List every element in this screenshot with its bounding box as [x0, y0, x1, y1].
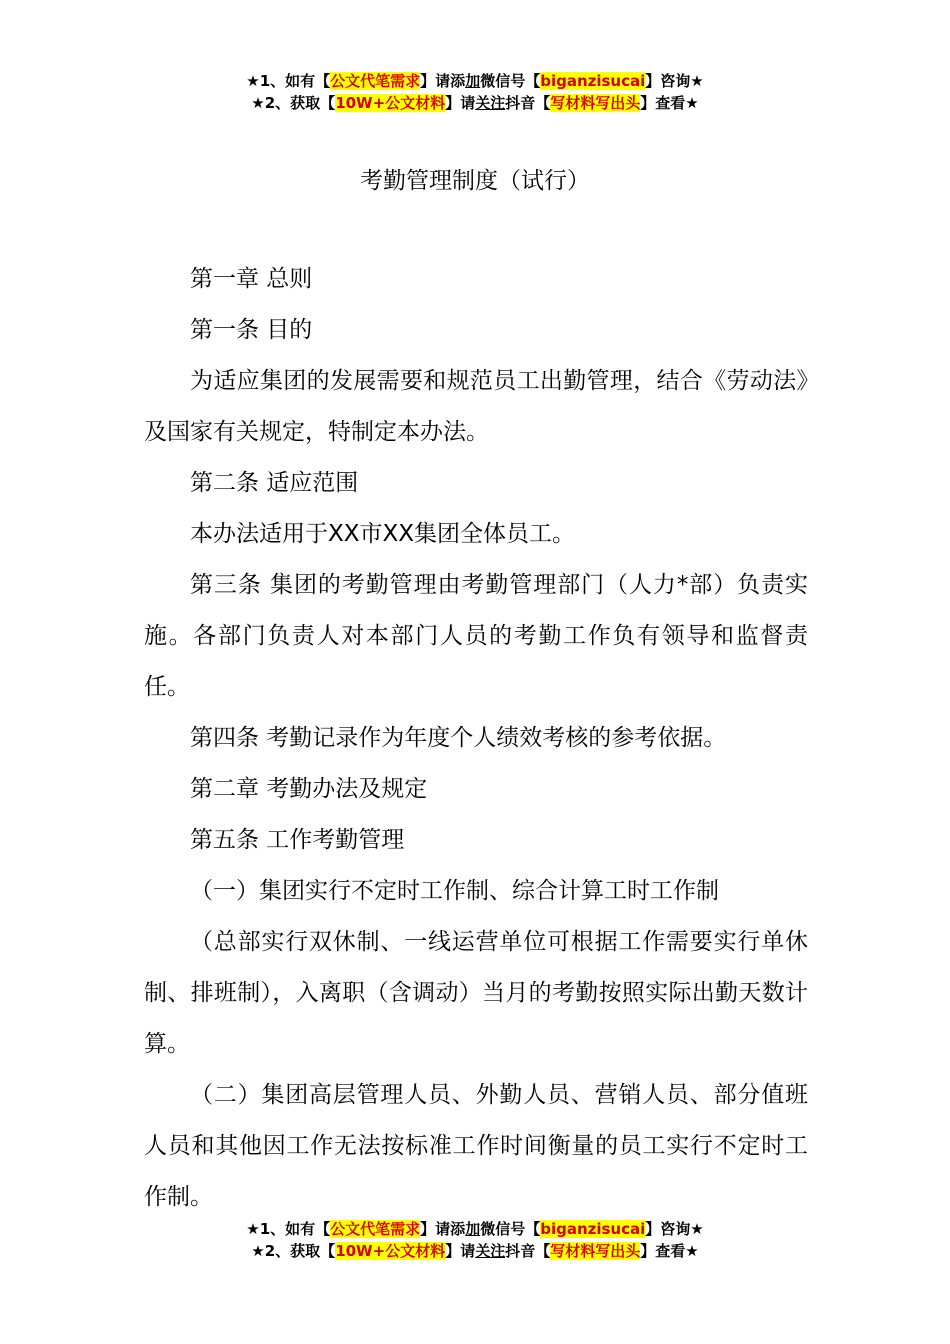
banner-text: 】查看★	[640, 1242, 699, 1260]
banner-text: ★1、如有【	[246, 72, 331, 90]
banner-text: 】请	[445, 1242, 476, 1260]
banner-text: ★2、获取【	[251, 94, 336, 112]
banner-text: 】咨询★	[645, 1220, 704, 1238]
banner-text: 】请	[445, 94, 476, 112]
article-heading: 第二条 适应范围	[190, 470, 359, 496]
banner-line-1	[0, 1218, 950, 1240]
article-heading: 第五条 工作考勤管理	[190, 827, 405, 853]
document-title: 考勤管理制度（试行）	[360, 168, 590, 194]
banner-underline: 关注	[475, 1242, 506, 1260]
paragraph: 为适应集团的发展需要和规范员工出勤管理，结合《劳动法》及国家有关规定，特制定本办法。	[144, 368, 808, 445]
banner-highlight: biganzisucai	[540, 72, 646, 90]
banner-underline: 加	[465, 72, 481, 90]
paragraph: （总部实行双休制、一线运营单位可根据工作需要实行单休制、排班制），入离职（含调动）当月的考勤按照实际出勤天数计算。	[144, 929, 808, 1057]
banner-text: ★1、如有【	[246, 1220, 331, 1238]
paragraph: 第三条 集团的考勤管理由考勤管理部门（人力*部）负责实施。各部门负责人对本部门人员的考勤工作负有领导和监督责任。	[144, 572, 808, 700]
document-body	[144, 254, 808, 1223]
banner-underline: 关注	[475, 94, 506, 112]
banner-line-2	[0, 1240, 950, 1262]
paragraph: （一）集团实行不定时工作制、综合计算工时工作制	[190, 878, 719, 904]
banner-highlight: 公文代笔需求	[330, 72, 421, 90]
banner-highlight: 写材料写出头	[550, 94, 641, 112]
paragraph: 第四条 考勤记录作为年度个人绩效考核的参考依据。	[190, 725, 727, 751]
chapter-heading: 第一章 总则	[190, 266, 313, 292]
banner-text: 】请添	[420, 72, 466, 90]
header-banner	[0, 70, 950, 114]
banner-text: 】请添	[420, 1220, 466, 1238]
banner-text: 抖音【	[505, 1242, 551, 1260]
banner-underline: 加	[465, 1220, 481, 1238]
banner-text: 】查看★	[640, 94, 699, 112]
footer-banner	[0, 1218, 950, 1262]
banner-text: 抖音【	[505, 94, 551, 112]
banner-highlight: 公文代笔需求	[330, 1220, 421, 1238]
chapter-heading: 第二章 考勤办法及规定	[190, 776, 428, 802]
banner-text: ★2、获取【	[251, 1242, 336, 1260]
banner-text: 微信号【	[480, 1220, 541, 1238]
banner-text: 】咨询★	[645, 72, 704, 90]
paragraph: 本办法适用于XX市XX集团全体员工。	[190, 521, 576, 547]
article-heading: 第一条 目的	[190, 317, 313, 343]
paragraph: （二）集团高层管理人员、外勤人员、营销人员、部分值班人员和其他因工作无法按标准工作时间衡量的员工实行不定时工作制。	[144, 1082, 808, 1210]
banner-highlight: 写材料写出头	[550, 1242, 641, 1260]
banner-line-2	[0, 92, 950, 114]
banner-highlight: biganzisucai	[540, 1220, 646, 1238]
banner-highlight: 10W+公文材料	[335, 94, 446, 112]
banner-highlight: 10W+公文材料	[335, 1242, 446, 1260]
banner-line-1	[0, 70, 950, 92]
banner-text: 微信号【	[480, 72, 541, 90]
